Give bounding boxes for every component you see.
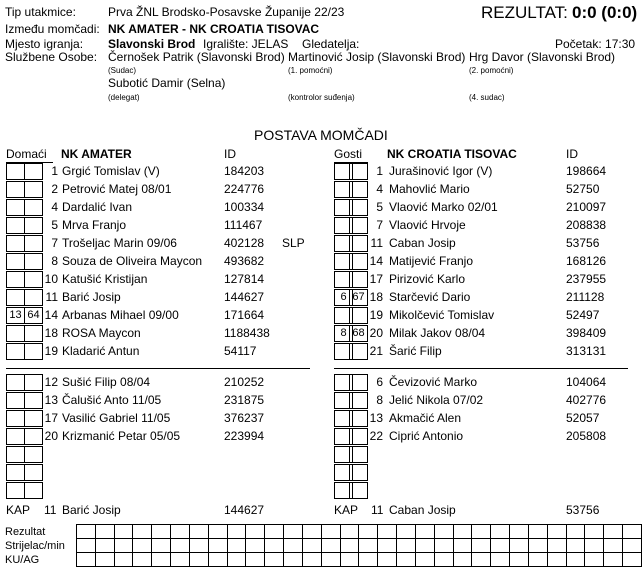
score-grid-cell[interactable]: [623, 539, 642, 553]
score-grid-cell[interactable]: [585, 539, 604, 553]
away-starter-player-name: Starčević Dario: [389, 290, 471, 304]
home-captain-number: 11: [44, 503, 57, 517]
place-label: Mjesto igranja:: [5, 37, 84, 51]
away-starter-player-id: 52497: [566, 308, 600, 322]
away-starter-shirt-number: 17: [369, 272, 383, 286]
away-starter-minute-in-box[interactable]: 8: [334, 325, 353, 342]
away-starter-player-id: 398409: [566, 326, 607, 340]
home-starter-minute-in-box[interactable]: [6, 325, 25, 342]
home-starter-shirt-number: 14: [44, 308, 58, 322]
away-starter-player-id: 198664: [566, 164, 607, 178]
away-starter-player-name: Milak Jakov 08/04: [389, 326, 486, 340]
score-grid-cell[interactable]: [77, 525, 96, 539]
score-grid-row: [77, 525, 642, 539]
home-starter-shirt-number: 18: [44, 326, 58, 340]
assistant1-name: Martinović Josip (Slavonski Brod): [288, 50, 466, 64]
home-sub-player-name: Čalušić Anto 11/05: [62, 393, 162, 407]
away-starter-player-name: Šarić Filip: [389, 344, 442, 358]
away-sub-minute-out-box[interactable]: [349, 374, 368, 391]
home-starter-player-id: 493682: [224, 254, 265, 268]
home-starter-player-name: Petrović Matej 08/01: [62, 182, 172, 196]
away-sub-minute-out-box[interactable]: [349, 428, 368, 445]
away-starter-player-name: Vlaović Marko 02/01: [389, 200, 498, 214]
home-starter-shirt-number: 5: [51, 218, 58, 232]
away-starter-minute-out-box[interactable]: 68: [349, 325, 368, 342]
home-starter-player-id: 1188438: [224, 326, 270, 340]
score-grid-cell[interactable]: [227, 539, 246, 553]
away-side-label: Gosti: [334, 147, 363, 161]
score-grid-cell[interactable]: [510, 553, 529, 567]
home-starter-minute-out-box[interactable]: [24, 235, 43, 252]
home-sub-minute-in-box[interactable]: [6, 464, 25, 481]
away-starter-shirt-number: 21: [369, 344, 383, 358]
home-starter-player-name: Barić Josip: [62, 290, 121, 304]
score-grid-cell[interactable]: [547, 553, 566, 567]
home-starter-minute-out-box[interactable]: [24, 325, 43, 342]
home-starter-minute-out-box[interactable]: [24, 163, 43, 180]
away-starter-player-name: Vlaović Hrvoje: [389, 218, 466, 232]
score-grid-cell[interactable]: [265, 525, 284, 539]
away-id-header: ID: [566, 147, 578, 161]
away-captain-name: Caban Josip: [389, 503, 456, 517]
away-sub-player-name: Čevizović Marko: [389, 375, 478, 389]
away-starter-player-id: 210097: [566, 200, 607, 214]
score-grid-cell[interactable]: [246, 553, 265, 567]
score-grid-cell[interactable]: [189, 553, 208, 567]
score-grid-cell[interactable]: [453, 553, 472, 567]
away-sub-minute-out-box[interactable]: [349, 482, 368, 499]
home-sub-player-name: Krizmanić Petar 05/05: [62, 429, 181, 443]
home-starter-player-name: Grgić Tomislav (V): [62, 164, 160, 178]
score-grid-cell[interactable]: [453, 525, 472, 539]
score-grid-cell[interactable]: [434, 525, 453, 539]
away-starter-player-name: Caban Josip: [389, 236, 456, 250]
score-grid-cell[interactable]: [152, 525, 171, 539]
score-grid-cell[interactable]: [246, 539, 265, 553]
footer-ku-label: KU/AG: [5, 554, 40, 566]
score-grid-cell[interactable]: [547, 525, 566, 539]
score-grid-cell[interactable]: [434, 539, 453, 553]
home-starter-shirt-number: 11: [45, 290, 58, 304]
home-starter-minute-in-box[interactable]: [6, 217, 25, 234]
away-sub-shirt-number: 13: [369, 411, 383, 425]
home-id-header: ID: [224, 147, 236, 161]
score-grid-cell[interactable]: [528, 525, 547, 539]
home-starter-player-name: Katušić Kristijan: [62, 272, 148, 286]
assistant2-role: (2. pomoćni): [469, 66, 514, 75]
away-starter-shirt-number: 7: [376, 218, 383, 232]
away-starter-shirt-number: 20: [369, 326, 383, 340]
away-sub-minute-out-box[interactable]: [349, 464, 368, 481]
score-grid-cell[interactable]: [604, 525, 623, 539]
footer-scorer-label: Strijelac/min: [5, 540, 65, 552]
away-starter-minute-out-box[interactable]: [349, 307, 368, 324]
score-grid-cell[interactable]: [623, 525, 642, 539]
home-starter-player-id: 54117: [224, 344, 257, 358]
home-sub-shirt-number: 17: [44, 411, 58, 425]
home-starter-player-id: 100334: [224, 200, 265, 214]
home-starter-player-id: 127814: [224, 272, 265, 286]
home-starter-minute-in-box[interactable]: [6, 343, 25, 360]
away-sub-player-id: 205808: [566, 429, 607, 443]
away-sub-player-name: Jelić Nikola 07/02: [389, 393, 484, 407]
score-grid-cell[interactable]: [208, 539, 227, 553]
home-sub-minute-out-box[interactable]: [24, 482, 43, 499]
score-grid-cell[interactable]: [321, 553, 340, 567]
delegate-name: Subotić Damir (Selna): [108, 76, 226, 90]
home-sub-minute-out-box[interactable]: [24, 428, 43, 445]
score-grid-cell[interactable]: [397, 553, 416, 567]
score-grid-cell[interactable]: [189, 539, 208, 553]
match-type-value: Prva ŽNL Brodsko-Posavske Županije 22/23: [108, 5, 345, 19]
home-subs-divider: [6, 368, 310, 369]
home-starter-minute-out-box[interactable]: [24, 181, 43, 198]
score-grid-cell[interactable]: [510, 539, 529, 553]
away-starter-player-name: Mikolčević Tomislav: [389, 308, 495, 322]
score-grid-cell[interactable]: [604, 553, 623, 567]
home-captain-name: Barić Josip: [62, 503, 121, 517]
home-sub-minute-in-box[interactable]: [6, 392, 25, 409]
home-starter-minute-out-box[interactable]: [24, 289, 43, 306]
away-starter-player-name: Matijević Franjo: [389, 254, 474, 268]
away-starter-shirt-number: 5: [376, 200, 383, 214]
referee-role: (Sudac): [108, 66, 137, 75]
score-grid-cell[interactable]: [284, 525, 303, 539]
away-starter-player-id: 53756: [566, 236, 600, 250]
score-grid-cell[interactable]: [340, 553, 359, 567]
home-starter-shirt-number: 4: [51, 200, 58, 214]
away-sub-player-id: 402776: [566, 393, 607, 407]
home-starter-player-id: 184203: [224, 164, 265, 178]
score-grid-cell[interactable]: [227, 525, 246, 539]
score-grid-cell[interactable]: [378, 525, 397, 539]
score-grid-cell[interactable]: [284, 553, 303, 567]
home-sub-shirt-number: 12: [44, 375, 58, 389]
away-starter-minute-out-box[interactable]: 67: [349, 289, 368, 306]
score-grid-cell[interactable]: [133, 553, 152, 567]
home-starter-player-id: 402128: [224, 236, 265, 250]
delegate-role: (delegat): [108, 93, 140, 102]
home-starter-minute-in-box[interactable]: 13: [6, 307, 25, 324]
away-captain-label: KAP: [334, 503, 359, 517]
score-grid-cell[interactable]: [171, 525, 190, 539]
score-grid-cell[interactable]: [415, 553, 434, 567]
home-starter-player-note: SLP: [282, 236, 305, 250]
away-team-name: NK CROATIA TISOVAC: [387, 147, 517, 161]
away-starter-player-id: 208838: [566, 218, 607, 232]
away-starter-player-name: Pirizović Karlo: [389, 272, 466, 286]
home-captain-id: 144627: [224, 503, 265, 517]
score-grid-cell[interactable]: [265, 539, 284, 553]
score-grid-cell[interactable]: [133, 539, 152, 553]
away-starter-shirt-number: 11: [370, 236, 383, 250]
home-starter-shirt-number: 19: [44, 344, 58, 358]
away-starter-player-id: 168126: [566, 254, 607, 268]
home-sub-player-id: 231875: [224, 393, 265, 407]
home-starter-minute-in-box[interactable]: [6, 235, 25, 252]
score-grid-cell[interactable]: [623, 553, 642, 567]
pitch-label: Igralište: JELAS: [203, 37, 289, 51]
score-grid-cell[interactable]: [95, 525, 114, 539]
home-starter-player-name: Dardalić Ivan: [62, 200, 133, 214]
score-grid-cell[interactable]: [585, 553, 604, 567]
score-grid-cell[interactable]: [171, 539, 190, 553]
result-label: REZULTAT:: [481, 3, 568, 22]
home-sub-minute-in-box[interactable]: [6, 482, 25, 499]
score-grid-row: [77, 553, 642, 567]
away-sub-minute-out-box[interactable]: [349, 446, 368, 463]
score-grid-cell[interactable]: [152, 539, 171, 553]
score-grid-cell[interactable]: [397, 539, 416, 553]
home-sub-player-name: Vasilić Gabriel 11/05: [62, 411, 171, 425]
score-grid-cell[interactable]: [491, 525, 510, 539]
score-grid-cell[interactable]: [397, 525, 416, 539]
home-sub-minute-in-box[interactable]: [6, 446, 25, 463]
home-sub-minute-out-box[interactable]: [24, 464, 43, 481]
home-starter-shirt-number: 1: [51, 164, 58, 178]
score-grid-cell[interactable]: [566, 539, 585, 553]
assistant2-name: Hrg Davor (Slavonski Brod): [469, 50, 616, 64]
away-starter-minute-out-box[interactable]: [349, 217, 368, 234]
home-starter-minute-out-box[interactable]: [24, 343, 43, 360]
home-sub-minute-out-box[interactable]: [24, 410, 43, 427]
score-grid-cell[interactable]: [152, 553, 171, 567]
score-grid-cell[interactable]: [415, 539, 434, 553]
away-sub-shirt-number: 22: [369, 429, 383, 443]
home-starter-shirt-number: 2: [51, 182, 58, 196]
score-grid-cell[interactable]: [359, 553, 378, 567]
score-grid-cell[interactable]: [378, 553, 397, 567]
score-grid-cell[interactable]: [95, 553, 114, 567]
away-starter-player-id: 211128: [566, 290, 605, 304]
home-sub-shirt-number: 13: [44, 393, 58, 407]
score-grid-cell[interactable]: [340, 539, 359, 553]
home-starter-shirt-number: 8: [51, 254, 58, 268]
away-subs-divider: [334, 368, 628, 369]
score-grid-cell[interactable]: [472, 525, 491, 539]
home-sub-minute-out-box[interactable]: [24, 374, 43, 391]
home-starter-minute-out-box[interactable]: [24, 199, 43, 216]
home-starter-player-id: 111467: [224, 218, 263, 232]
score-grid-cell[interactable]: [77, 553, 96, 567]
away-starter-shirt-number: 19: [369, 308, 383, 322]
assistant1-role: (1. pomoćni): [288, 66, 333, 75]
score-grid-cell[interactable]: [340, 525, 359, 539]
home-sub-player-name: Sušić Filip 08/04: [62, 375, 151, 389]
home-starter-minute-in-box[interactable]: [6, 253, 25, 270]
away-starter-minute-out-box[interactable]: [349, 181, 368, 198]
home-starter-shirt-number: 7: [51, 236, 58, 250]
score-grid-cell[interactable]: [359, 525, 378, 539]
away-captain-id: 53756: [566, 503, 600, 517]
score-grid-cell[interactable]: [171, 553, 190, 567]
away-sub-shirt-number: 6: [376, 375, 383, 389]
lineup-title: POSTAVA MOMČADI: [254, 127, 388, 143]
score-grid-cell[interactable]: [227, 553, 246, 567]
score-grid-cell[interactable]: [566, 553, 585, 567]
start-time: Početak: 17:30: [555, 37, 636, 51]
home-starter-minute-out-box[interactable]: [24, 271, 43, 288]
home-starter-minute-in-box[interactable]: [6, 271, 25, 288]
away-starter-minute-out-box[interactable]: [349, 163, 368, 180]
score-grid-cell[interactable]: [528, 553, 547, 567]
home-starter-player-name: Arbanas Mihael 09/00: [62, 308, 179, 322]
score-grid-cell[interactable]: [585, 525, 604, 539]
spectators-label: Gledatelja:: [302, 37, 360, 51]
home-starter-minute-out-box[interactable]: [24, 217, 43, 234]
score-grid-cell[interactable]: [265, 553, 284, 567]
home-starter-minute-in-box[interactable]: [6, 289, 25, 306]
score-grid-cell[interactable]: [566, 525, 585, 539]
home-sub-player-id: 210252: [224, 375, 265, 389]
score-grid-cell[interactable]: [321, 525, 340, 539]
home-starter-player-id: 144627: [224, 290, 265, 304]
home-sub-shirt-number: 20: [44, 429, 58, 443]
score-grid-cell[interactable]: [491, 539, 510, 553]
home-starter-player-id: 224776: [224, 182, 265, 196]
score-grid-cell[interactable]: [604, 539, 623, 553]
away-starter-minute-out-box[interactable]: [349, 253, 368, 270]
score-grid-cell[interactable]: [114, 539, 133, 553]
home-starter-player-name: Kladarić Antun: [62, 344, 140, 358]
score-grid-cell[interactable]: [321, 539, 340, 553]
away-starter-minute-out-box[interactable]: [349, 199, 368, 216]
score-grid: [76, 524, 642, 567]
away-starter-player-id: 237955: [566, 272, 607, 286]
away-starter-player-name: Mahovlić Mario: [389, 182, 470, 196]
away-sub-player-name: Ciprić Antonio: [389, 429, 464, 443]
away-starter-shirt-number: 1: [376, 164, 383, 178]
away-starter-shirt-number: 14: [369, 254, 383, 268]
away-starter-minute-out-box[interactable]: [349, 343, 368, 360]
score-grid-cell[interactable]: [114, 525, 133, 539]
home-starter-player-name: ROSA Maycon: [62, 326, 141, 340]
score-grid-row: [77, 539, 642, 553]
home-sub-minute-in-box[interactable]: [6, 428, 25, 445]
referee-name: Černošek Patrik (Slavonski Brod): [108, 50, 285, 64]
score-grid-cell[interactable]: [77, 539, 96, 553]
away-starter-player-id: 52750: [566, 182, 600, 196]
away-sub-player-id: 52057: [566, 411, 600, 425]
away-sub-minute-out-box[interactable]: [349, 392, 368, 409]
home-starter-shirt-number: 10: [44, 272, 58, 286]
score-grid-cell[interactable]: [472, 553, 491, 567]
score-grid-cell[interactable]: [434, 553, 453, 567]
fourth-official-role: (4. sudac): [469, 93, 505, 102]
score-grid-cell[interactable]: [359, 539, 378, 553]
score-grid-cell[interactable]: [189, 525, 208, 539]
home-sub-minute-in-box[interactable]: [6, 374, 25, 391]
score-grid-cell[interactable]: [95, 539, 114, 553]
score-grid-cell[interactable]: [302, 525, 321, 539]
away-captain-number: 11: [371, 503, 384, 517]
home-sub-player-id: 223994: [224, 429, 265, 443]
home-starter-player-name: Souza de Oliveira Maycon: [62, 254, 203, 268]
match-type-label: Tip utakmice:: [5, 5, 76, 19]
score-grid-cell[interactable]: [208, 553, 227, 567]
home-starter-minute-in-box[interactable]: [6, 181, 25, 198]
away-starter-minute-out-box[interactable]: [349, 271, 368, 288]
score-grid-cell[interactable]: [246, 525, 265, 539]
home-sub-minute-in-box[interactable]: [6, 410, 25, 427]
away-sub-minute-out-box[interactable]: [349, 410, 368, 427]
away-sub-player-name: Akmačić Alen: [389, 411, 462, 425]
away-starter-shirt-number: 4: [376, 182, 383, 196]
away-starter-minute-out-box[interactable]: [349, 235, 368, 252]
score-grid-cell[interactable]: [528, 539, 547, 553]
home-starter-minute-out-box[interactable]: 64: [24, 307, 43, 324]
score-grid-cell[interactable]: [302, 553, 321, 567]
score-grid-cell[interactable]: [491, 553, 510, 567]
home-starter-minute-out-box[interactable]: [24, 253, 43, 270]
home-team-name: NK AMATER: [61, 147, 132, 161]
score-grid-cell[interactable]: [284, 539, 303, 553]
footer-result-label: Rezultat: [5, 526, 46, 538]
home-starter-player-id: 171664: [224, 308, 265, 322]
between-label: Između momčadi:: [5, 22, 100, 36]
officials-label: Službene Osobe:: [5, 50, 98, 64]
away-starter-shirt-number: 18: [369, 290, 383, 304]
home-captain-label: KAP: [6, 503, 31, 517]
score-grid-cell[interactable]: [510, 525, 529, 539]
score-grid-cell[interactable]: [133, 525, 152, 539]
home-sub-minute-out-box[interactable]: [24, 446, 43, 463]
match-teams: NK AMATER - NK CROATIA TISOVAC: [108, 22, 320, 36]
home-starter-player-name: Mrva Franjo: [62, 218, 127, 232]
score-grid-cell[interactable]: [472, 539, 491, 553]
score-grid-cell[interactable]: [208, 525, 227, 539]
home-starter-minute-in-box[interactable]: [6, 199, 25, 216]
away-sub-shirt-number: 8: [376, 393, 383, 407]
home-sub-minute-out-box[interactable]: [24, 392, 43, 409]
score-grid-cell[interactable]: [415, 525, 434, 539]
result-value: 0:0 (0:0): [572, 3, 638, 22]
score-grid-cell[interactable]: [378, 539, 397, 553]
home-starter-minute-in-box[interactable]: [6, 163, 25, 180]
away-starter-player-id: 313131: [566, 344, 607, 358]
score-grid-cell[interactable]: [547, 539, 566, 553]
home-sub-player-id: 376237: [224, 411, 265, 425]
controller-role: (kontrolor suđenja): [288, 93, 355, 102]
away-sub-player-id: 104064: [566, 375, 607, 389]
place-value: Slavonski Brod: [108, 37, 196, 51]
score-grid-cell[interactable]: [453, 539, 472, 553]
away-starter-minute-in-box[interactable]: 6: [334, 289, 353, 306]
score-grid-cell[interactable]: [302, 539, 321, 553]
away-starter-player-name: Jurašinović Igor (V): [389, 164, 493, 178]
home-side-label: Domaći: [6, 147, 47, 161]
home-starter-player-name: Trošeljac Marin 09/06: [62, 236, 177, 250]
score-grid-cell[interactable]: [114, 553, 133, 567]
